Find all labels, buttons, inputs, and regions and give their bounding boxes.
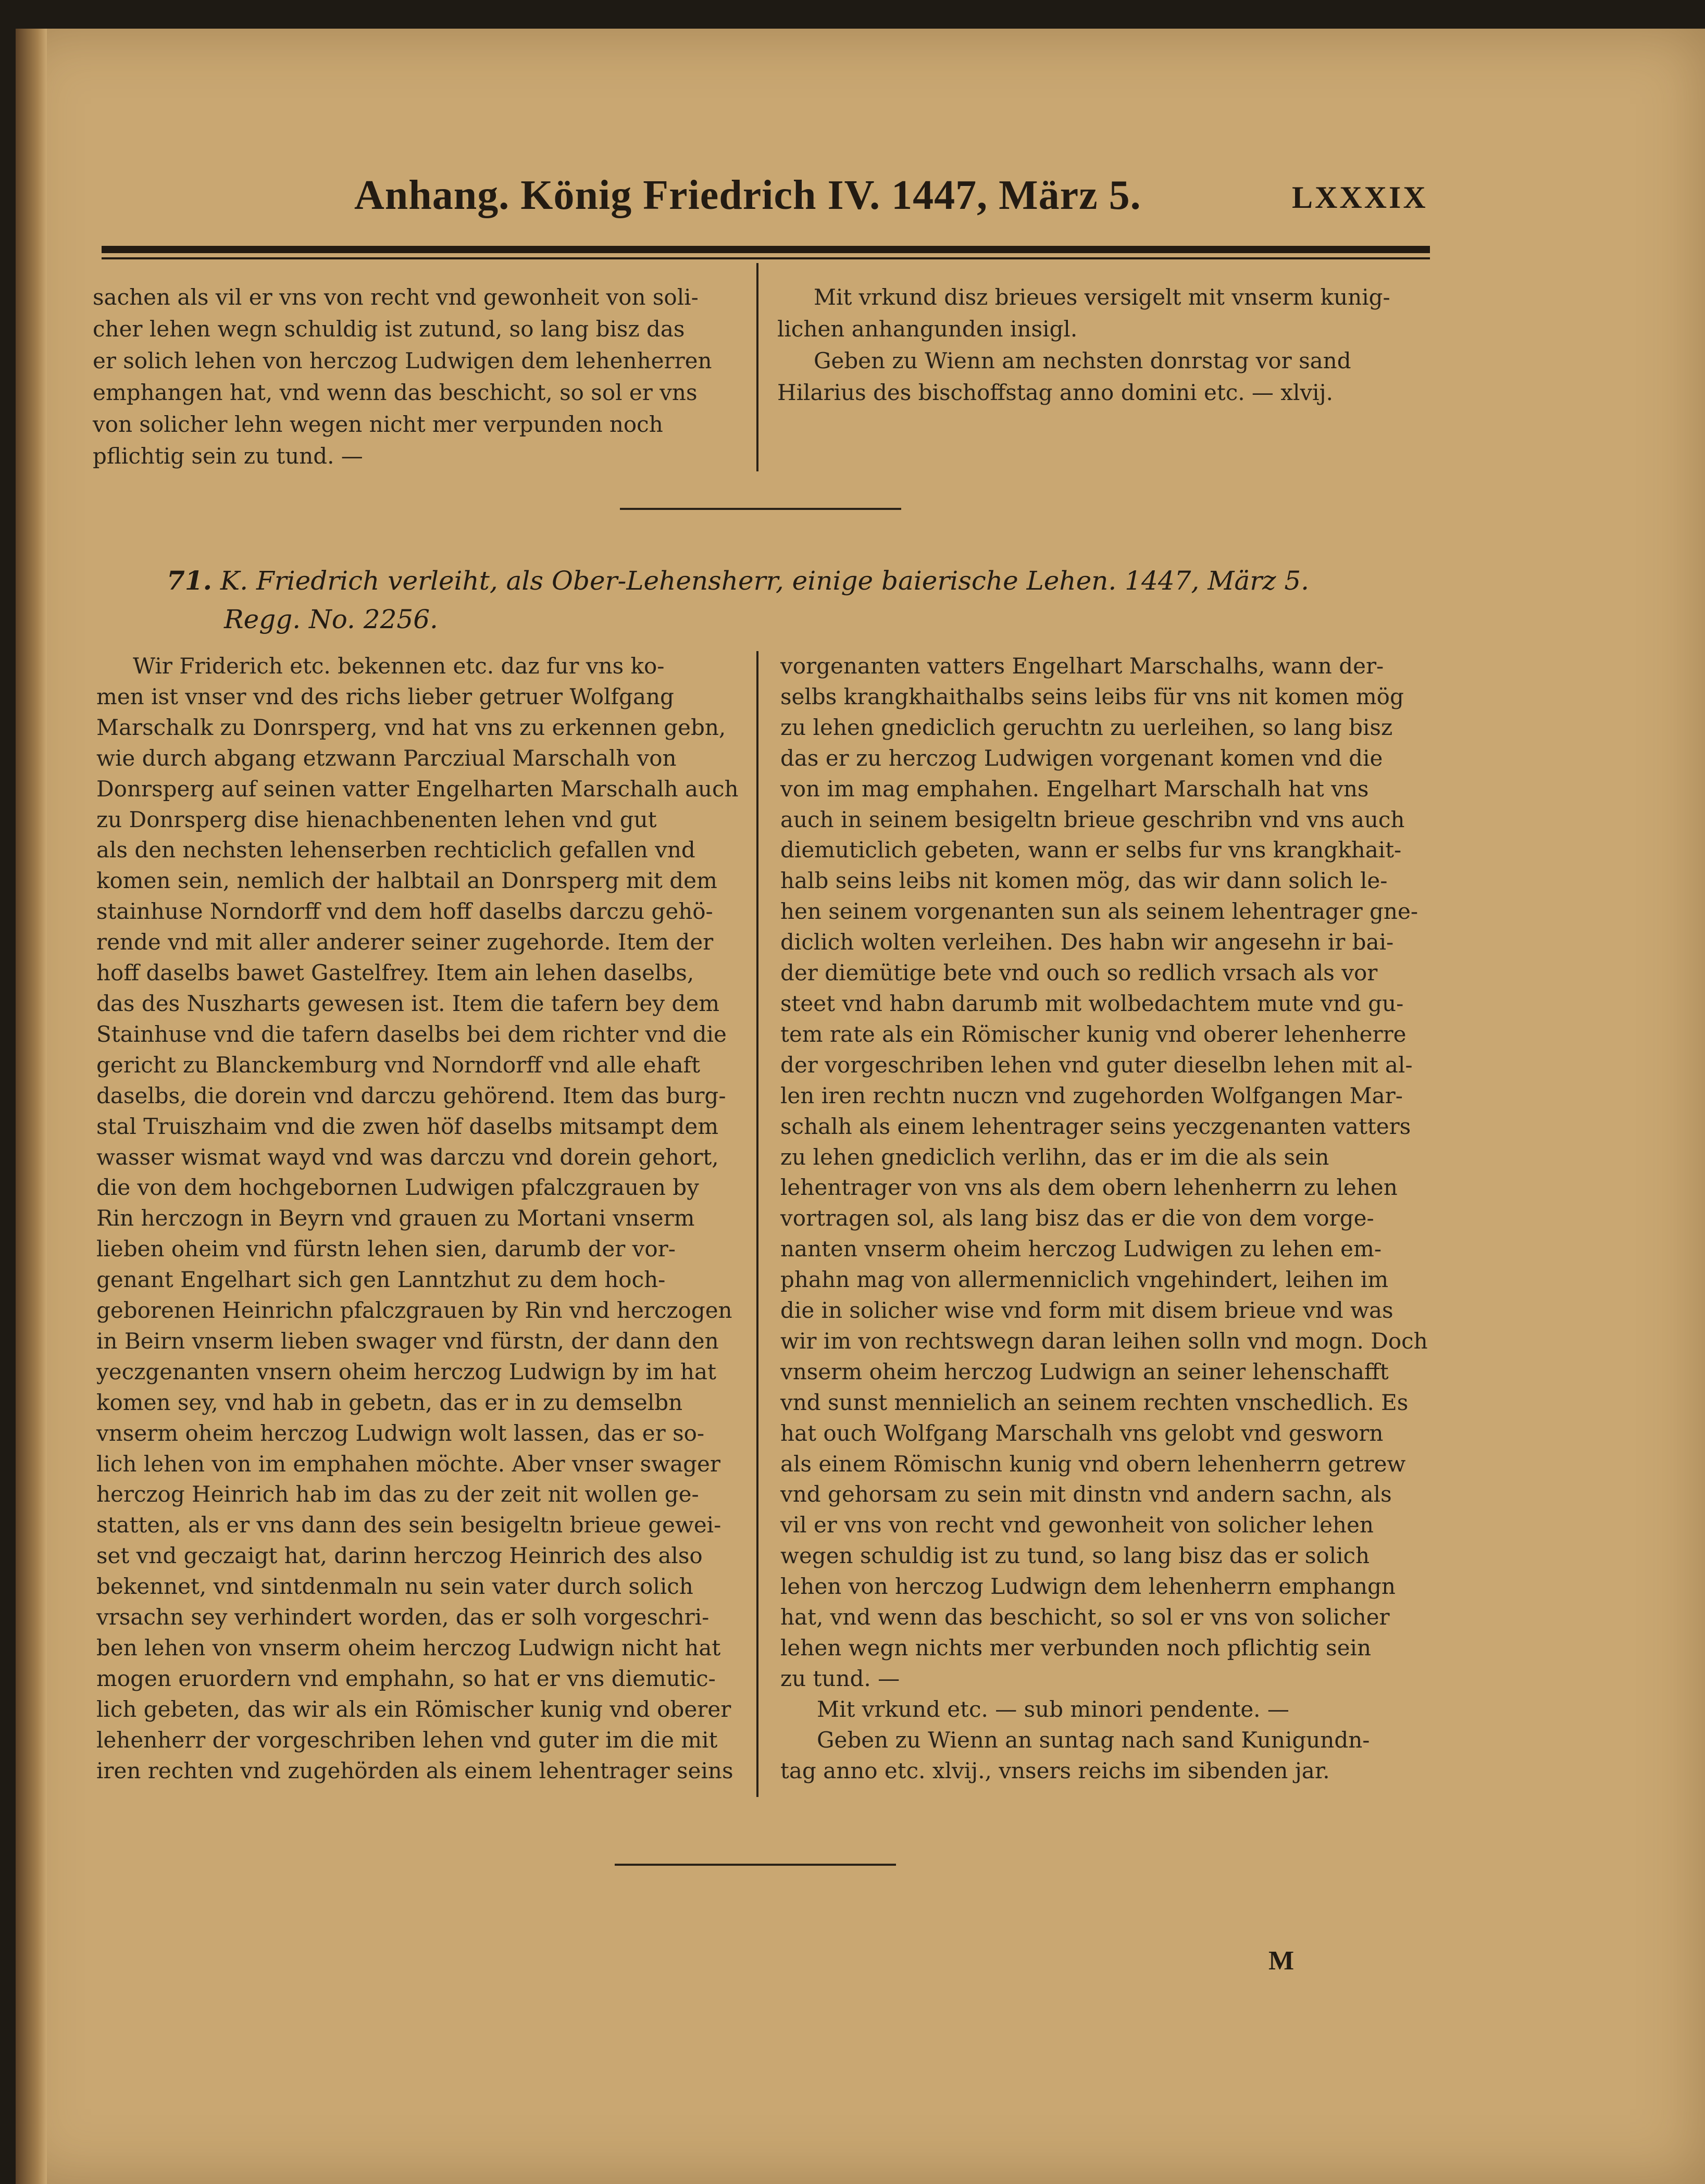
text-line: Geben zu Wienn an suntag nach sand Kunigundn- xyxy=(817,1727,1370,1753)
text-line: komen sey, vnd hab in gebetn, das er in zu demselbn xyxy=(96,1389,683,1415)
signature-mark: M xyxy=(1268,1946,1295,1976)
text-line: Mit vrkund etc. — sub minori pendente. — xyxy=(817,1696,1289,1722)
document-heading xyxy=(167,561,1427,639)
text-line: emphangen hat, vnd wenn das beschicht, so sol er vns xyxy=(93,380,698,405)
text-line: zu Donrsperg dise hienachbenenten lehen vnd gut xyxy=(96,806,657,832)
text-line: hen seinem vorgenanten sun als seinem lehentrager gne- xyxy=(780,898,1418,925)
text-line: Wir Friderich etc. bekennen etc. daz fur vns ko- xyxy=(133,653,665,679)
text-line: lehentrager von vns als dem obern lehenherrn zu lehen xyxy=(780,1175,1398,1201)
text-line: als den nechsten lehenserben rechticlich gefallen vnd xyxy=(96,837,695,863)
text-line: sachen als vil er vns von recht vnd gewonheit von soli- xyxy=(93,284,699,310)
text-line: pflichtig sein zu tund. — xyxy=(93,443,363,469)
text-line: nanten vnserm oheim herczog Ludwigen zu lehen em- xyxy=(780,1236,1382,1262)
running-header-title: Anhang. König Friedrich IV. 1447, März 5. xyxy=(354,172,1141,218)
text-line: genant Engelhart sich gen Lanntzhut zu dem hoch- xyxy=(96,1267,666,1293)
text-line: lehen wegn nichts mer verbunden noch pflichtig sein xyxy=(780,1635,1372,1661)
text-line: der diemütige bete vnd ouch so redlich vrsach als vor xyxy=(780,960,1378,986)
text-line: hat, vnd wenn das beschicht, so sol er vns von solicher xyxy=(780,1604,1390,1630)
text-line: wasser wismat wayd vnd was darczu vnd dorein gehort, xyxy=(96,1144,719,1170)
text-line: wir im von rechtswegn daran leihen solln vnd mogn. Doch xyxy=(780,1328,1428,1354)
text-line: von solicher lehn wegen nicht mer verpunden noch xyxy=(93,411,663,437)
text-line: Marschalk zu Donrsperg, vnd hat vns zu erkennen gebn, xyxy=(96,714,726,740)
text-line: tag anno etc. xlvij., vnsers reichs im sibenden jar. xyxy=(780,1757,1330,1783)
top-right-column xyxy=(777,281,1423,408)
text-line: Geben zu Wienn am nechsten donrstag vor sand xyxy=(814,348,1351,373)
text-line: set vnd geczaigt hat, darinn herczog Heinrich des also xyxy=(96,1543,703,1569)
text-line: in Beirn vnserm lieben swager vnd fürstn, der dann den xyxy=(96,1328,719,1354)
text-line: zu lehen gnediclich verlihn, das er im die als sein xyxy=(780,1144,1329,1170)
text-line: phahn mag von allermenniclich vngehindert, leihen im xyxy=(780,1267,1389,1293)
text-line: geborenen Heinrichn pfalczgrauen by Rin vnd herczogen xyxy=(96,1297,732,1324)
text-line: lichen anhangunden insigl. xyxy=(777,316,1078,342)
page-gutter xyxy=(16,29,47,2184)
text-line: vnd gehorsam zu sein mit dinstn vnd andern sachn, als xyxy=(780,1481,1392,1507)
text-line: diemuticlich gebeten, wann er selbs fur vns krangkhait- xyxy=(780,837,1402,863)
body-column-divider xyxy=(756,651,758,1797)
text-line: stal Truiszhaim vnd die zwen höf daselbs mitsampt dem xyxy=(96,1113,719,1139)
text-line: bekennet, vnd sintdenmaln nu sein vater durch solich xyxy=(96,1574,693,1600)
text-line: steet vnd habn darumb mit wolbedachtem mute vnd gu- xyxy=(780,990,1404,1016)
text-line: Rin herczogn in Beyrn vnd grauen zu Mortani vnserm xyxy=(96,1205,695,1231)
text-line: vnserm oheim herczog Ludwign wolt lassen, das er so- xyxy=(96,1420,705,1446)
text-line: auch in seinem besigeltn brieue geschribn vnd vns auch xyxy=(780,806,1405,832)
text-line: Mit vrkund disz brieues versigelt mit vnserm kunig- xyxy=(814,284,1390,310)
text-line: der vorgeschriben lehen vnd guter dieselbn lehen mit al- xyxy=(780,1052,1413,1078)
text-line: mogen eruordern vnd emphahn, so hat er vns diemutic- xyxy=(96,1665,716,1691)
text-line: diclich wolten verleihen. Des habn wir angesehn ir bai- xyxy=(780,929,1394,955)
text-line: komen sein, nemlich der halbtail an Donrsperg mit dem xyxy=(96,868,717,894)
text-line: als einem Römischn kunig vnd obern lehenherrn getrew xyxy=(780,1451,1406,1477)
text-line: lehen von herczog Ludwign dem lehenherrn emphangn xyxy=(780,1574,1396,1600)
text-line: Stainhuse vnd die tafern daselbs bei dem richter vnd die xyxy=(96,1021,727,1047)
document-number: 71. xyxy=(167,565,212,596)
text-line: gericht zu Blanckemburg vnd Norndorff vnd alle ehaft xyxy=(96,1052,700,1078)
top-left-column xyxy=(93,281,735,472)
text-line: stainhuse Norndorff vnd dem hoff daselbs darczu gehö- xyxy=(96,898,713,925)
text-line: die in solicher wise vnd form mit disem brieue vnd was xyxy=(780,1297,1393,1324)
text-line: lehenherr der vorgeschriben lehen vnd guter im die mit xyxy=(96,1727,718,1753)
text-line: schalh als einem lehentrager seins yeczgenanten vatters xyxy=(780,1113,1411,1139)
text-line: zu tund. — xyxy=(780,1665,900,1691)
text-line: lieben oheim vnd fürstn lehen sien, darumb der vor- xyxy=(96,1236,676,1262)
regesta-reference: Regg. No. 2256. xyxy=(224,604,438,634)
text-line: iren rechten vnd zugehörden als einem lehentrager seins xyxy=(96,1757,733,1783)
text-line: hoff daselbs bawet Gastelfrey. Item ain lehen daselbs, xyxy=(96,960,694,986)
text-line: vnd sunst mennielich an seinem rechten vnschedlich. Es xyxy=(780,1389,1409,1415)
text-line: daselbs, die dorein vnd darczu gehörend. Item das burg- xyxy=(96,1082,726,1108)
text-line: vil er vns von recht vnd gewonheit von solicher lehen xyxy=(780,1512,1374,1538)
text-line: von im mag emphahen. Engelhart Marschalh hat vns xyxy=(780,776,1369,802)
top-column-divider xyxy=(756,263,758,471)
text-line: Hilarius des bischoffstag anno domini etc. — xlvij. xyxy=(777,380,1333,405)
text-line: Donrsperg auf seinen vatter Engelharten Marschalh auch xyxy=(96,776,739,802)
text-line: cher lehen wegn schuldig ist zutund, so lang bisz das xyxy=(93,316,685,342)
text-line: men ist vnser vnd des richs lieber getruer Wolfgang xyxy=(96,683,674,709)
text-line: ben lehen von vnserm oheim herczog Ludwign nicht hat xyxy=(96,1635,721,1661)
page-number: LXXXIX xyxy=(1292,180,1428,215)
text-line: halb seins leibs nit komen mög, das wir dann solich le- xyxy=(780,868,1388,894)
text-line: len iren rechtn nuczn vnd zugehorden Wolfgangen Mar- xyxy=(780,1082,1403,1108)
text-line: yeczgenanten vnsern oheim herczog Ludwign by im hat xyxy=(96,1358,716,1384)
text-line: lich gebeten, das wir als ein Römischer kunig vnd oberer xyxy=(96,1696,731,1722)
text-line: wegen schuldig ist zu tund, so lang bisz das er solich xyxy=(780,1543,1370,1569)
header-rule-thick xyxy=(102,246,1430,253)
text-line: selbs krangkhaithalbs seins leibs für vns nit komen mög xyxy=(780,683,1404,709)
text-line: herczog Heinrich hab im das zu der zeit nit wollen ge- xyxy=(96,1481,699,1507)
text-line: vortragen sol, als lang bisz das er die von dem vorge- xyxy=(780,1205,1374,1231)
text-line: das er zu herczog Ludwigen vorgenant komen vnd die xyxy=(780,745,1383,771)
header-rule-thin xyxy=(102,257,1430,259)
text-line: vrsachn sey verhindert worden, das er solh vorgeschri- xyxy=(96,1604,710,1630)
text-line: hat ouch Wolfgang Marschalh vns gelobt vnd gesworn xyxy=(780,1420,1384,1446)
text-line: die von dem hochgebornen Ludwigen pfalczgrauen by xyxy=(96,1175,699,1201)
text-line: vnserm oheim herczog Ludwign an seiner lehenschafft xyxy=(780,1358,1389,1384)
text-line: das des Nuszharts gewesen ist. Item die tafern bey dem xyxy=(96,990,720,1016)
closing-separator xyxy=(615,1864,896,1866)
text-line: rende vnd mit aller anderer seiner zugehorde. Item der xyxy=(96,929,714,955)
text-line: tem rate als ein Römischer kunig vnd oberer lehenherre xyxy=(780,1021,1407,1047)
text-line: statten, als er vns dann des sein besigeltn brieue gewei- xyxy=(96,1512,721,1538)
text-line: zu lehen gnediclich geruchtn zu uerleihen, so lang bisz xyxy=(780,714,1393,740)
text-line: vorgenanten vatters Engelhart Marschalhs, wann der- xyxy=(780,653,1384,679)
body-left-column xyxy=(96,651,741,1787)
text-line: wie durch abgang etzwann Parcziual Marschalh von xyxy=(96,745,677,771)
text-line: lich lehen von im emphahen möchte. Aber vnser swager xyxy=(96,1451,720,1477)
body-right-column xyxy=(780,651,1430,1787)
text-line: er solich lehen von herczog Ludwigen dem lehenherren xyxy=(93,348,712,373)
section-separator xyxy=(620,508,901,510)
document-title: K. Friedrich verleiht, als Ober-Lehensherr, einige baierische Lehen. 1447, März 5. xyxy=(220,566,1310,596)
